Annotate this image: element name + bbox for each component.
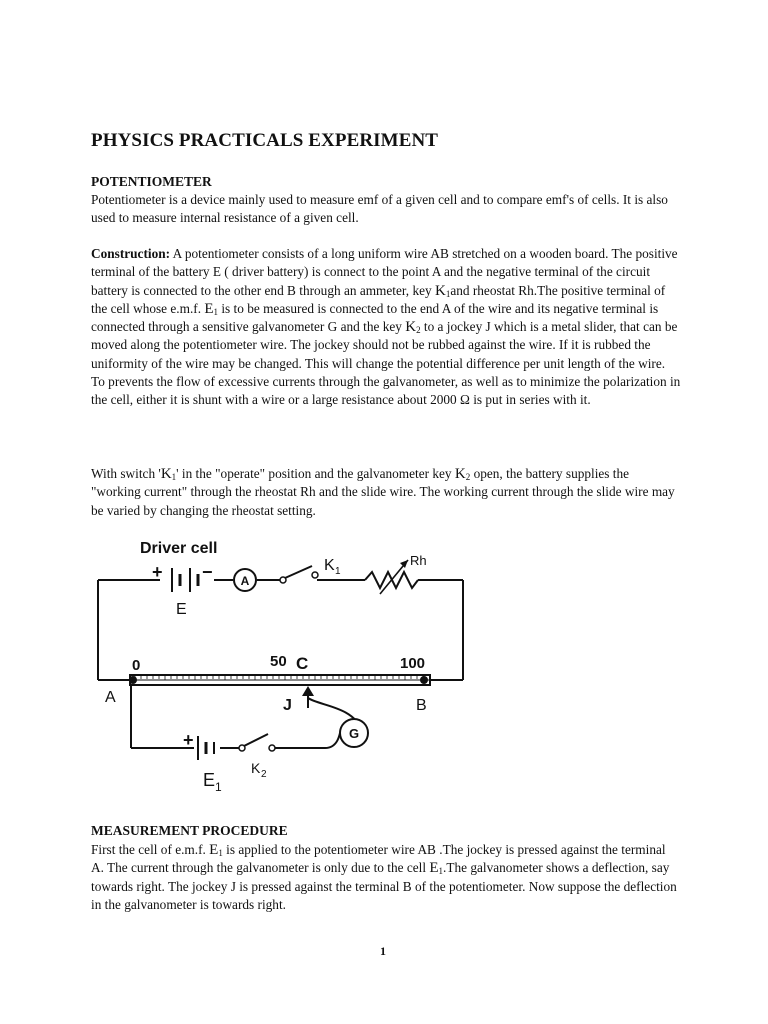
- section-heading-measurement: MEASUREMENT PROCEDURE: [91, 823, 288, 838]
- intro-paragraph: Potentiometer is a device mainly used to measure emf of a given cell and to compare emf's of cells. It is also used to measure internal resistance of a given cell.: [91, 192, 668, 226]
- ammeter-label: A: [240, 574, 250, 588]
- construction-paragraph: [91, 245, 681, 410]
- operate-text-2: ' in the "operate" position and the galvanometer key: [176, 466, 455, 481]
- operate-k1-subscript: 1: [171, 472, 177, 482]
- measurement-paragraph: [91, 841, 681, 914]
- cell-plus-sign: +: [183, 730, 194, 750]
- key-k2-label: K: [251, 760, 261, 776]
- e1-subscript: 1: [213, 306, 219, 317]
- cell-e1-label: E: [203, 770, 216, 790]
- k2-symbol: K: [405, 319, 417, 336]
- k2-subscript: 2: [416, 325, 421, 336]
- k1-symbol: K: [434, 282, 446, 299]
- operate-paragraph: [91, 465, 681, 520]
- battery-e-label: E: [176, 601, 187, 618]
- cell-e1-subscript: 1: [215, 780, 222, 794]
- measurement-text-2: is applied to the potentiometer wire AB .The jockey is pressed against the terminal A. The current through the galvanometer is only due to the cell: [91, 842, 666, 876]
- battery-plus-sign: +: [152, 562, 163, 582]
- terminal-b-dot: [420, 676, 428, 684]
- k1-subscript: 1: [445, 288, 451, 299]
- section-heading-potentiometer: POTENTIOMETER: [91, 174, 212, 189]
- scale-0-label: 0: [132, 657, 141, 674]
- scale-100-label: 100: [400, 655, 426, 672]
- potentiometer-circuit-diagram: [90, 530, 480, 800]
- e1-symbol: E: [204, 300, 214, 317]
- jockey-j-label: J: [283, 697, 292, 714]
- construction-label: Construction:: [91, 246, 171, 261]
- end-b-label: B: [416, 697, 427, 714]
- end-a-label: A: [105, 689, 116, 706]
- measurement-text-3: .The galvanometer shows a deflection, say towards right. The jockey J is pressed against the terminal B of the potentiometer. Now suppose the deflection in the galvanometer is towards right.: [91, 860, 677, 912]
- key-k2-subscript: 2: [261, 769, 267, 780]
- measurement-e1-subscript-2: 1: [438, 866, 444, 877]
- measurement-e1-symbol-2: E: [429, 860, 439, 877]
- galvanometer-label: G: [348, 726, 360, 741]
- operate-k1-symbol: K: [160, 466, 172, 482]
- key-k1-subscript: 1: [335, 566, 341, 577]
- construction-text-4: to a jockey J which is a metal slider, that can be moved along the potentiometer wire. The jockey should not be rubbed against the wire. If it is rubbed the uniformity of the wire may be changed. This will change the potential difference per unit length of the wire. To prevents the flow of excessive currents through the galvanometer, as well as to minimize the polarization in the cell, either it is shunt with a wire or a large resistance about 2000 Ω is put in series with it.: [91, 319, 681, 408]
- scale-50-label: 50: [270, 653, 287, 670]
- measurement-text-1: First the cell of e.m.f.: [91, 842, 210, 857]
- battery-minus-sign: −: [202, 562, 213, 582]
- terminal-a-dot: [129, 676, 137, 684]
- operate-text-1: With switch ': [91, 466, 161, 481]
- construction-text-3: is to be measured is connected to the end A of the wire and its negative terminal is connected through a sensitive galvanometer G and the key: [91, 300, 659, 335]
- operate-k2-subscript: 2: [465, 472, 471, 482]
- measurement-e1-subscript: 1: [218, 848, 223, 858]
- operate-text-3: open, the battery supplies the "working current" through the rheostat Rh and the slide wire. The working current through the slide wire may be varied by changing the rheostat setting.: [91, 466, 675, 518]
- construction-text-1: A potentiometer consists of a long uniform wire AB stretched on a wooden board. The positive terminal of the battery E ( driver battery) is connect to the point A and the negative terminal of the circuit battery is connected to the other end B through an ammeter, key: [91, 246, 678, 298]
- measurement-e1-symbol: E: [209, 842, 219, 858]
- point-c-label: C: [296, 654, 309, 673]
- construction-text-2: and rheostat Rh.The positive terminal of the cell whose e.m.f.: [91, 282, 666, 316]
- page-number: 1: [380, 944, 386, 958]
- operate-k2-symbol: K: [454, 466, 466, 482]
- driver-cell-label: Driver cell: [140, 540, 218, 557]
- key-k1-label: K: [324, 557, 335, 574]
- page-title: PHYSICS PRACTICALS EXPERIMENT: [91, 130, 439, 151]
- rheostat-label: Rh: [410, 553, 427, 568]
